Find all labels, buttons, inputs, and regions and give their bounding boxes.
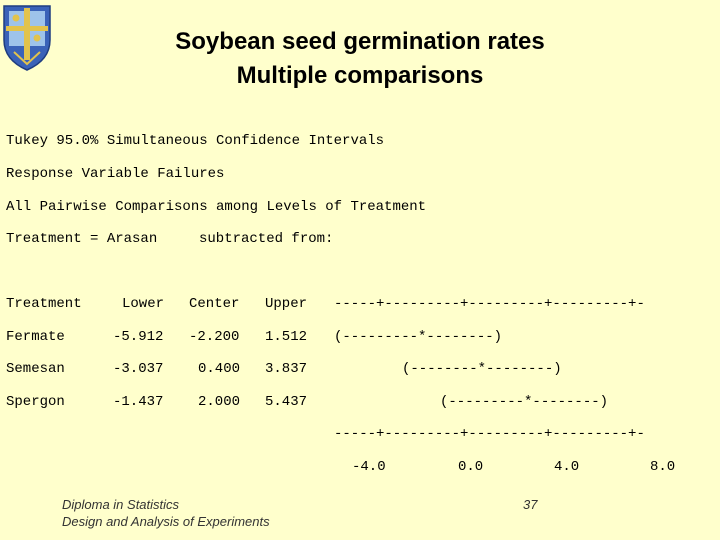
axis-line-bottom: -----+---------+---------+---------+- — [334, 426, 645, 442]
row-upper: 1.512 — [265, 329, 308, 345]
axis-tick-label: 0.0 — [458, 459, 484, 475]
row-interval: (---------*--------) — [334, 329, 503, 345]
header-upper: Upper — [265, 296, 308, 312]
axis-tick-label: -4.0 — [352, 459, 386, 475]
row-lower: -3.037 — [113, 361, 164, 377]
row-treatment: Spergon — [6, 394, 65, 410]
output-line-treatment-label: Treatment = Arasan — [6, 231, 158, 247]
row-interval: (---------*--------) — [440, 394, 609, 410]
row-lower: -5.912 — [113, 329, 164, 345]
axis-line-top: -----+---------+---------+---------+- — [334, 296, 645, 312]
row-center: 0.400 — [198, 361, 241, 377]
slide-title: Soybean seed germination rates — [175, 28, 545, 55]
footer-module: Design and Analysis of Experiments — [62, 514, 270, 529]
axis-tick-label: 8.0 — [650, 459, 676, 475]
header-lower: Lower — [122, 296, 165, 312]
row-treatment: Semesan — [6, 361, 65, 377]
page-number: 37 — [523, 497, 538, 512]
header-center: Center — [189, 296, 240, 312]
row-lower: -1.437 — [113, 394, 164, 410]
row-interval: (--------*--------) — [402, 361, 562, 377]
output-line-subtracted: subtracted from: — [199, 231, 334, 247]
output-line-comparisons: All Pairwise Comparisons among Levels of Treatment — [6, 199, 427, 215]
axis-tick-label: 4.0 — [554, 459, 580, 475]
header-treatment: Treatment — [6, 296, 82, 312]
row-upper: 5.437 — [265, 394, 308, 410]
row-treatment: Fermate — [6, 329, 65, 345]
row-upper: 3.837 — [265, 361, 308, 377]
output-line-response: Response Variable Failures — [6, 166, 225, 182]
row-center: -2.200 — [189, 329, 240, 345]
output-line-tukey: Tukey 95.0% Simultaneous Confidence Intervals — [6, 133, 385, 149]
footer-course: Diploma in Statistics — [62, 497, 180, 512]
row-center: 2.000 — [198, 394, 241, 410]
slide-subtitle: Multiple comparisons — [236, 62, 484, 89]
